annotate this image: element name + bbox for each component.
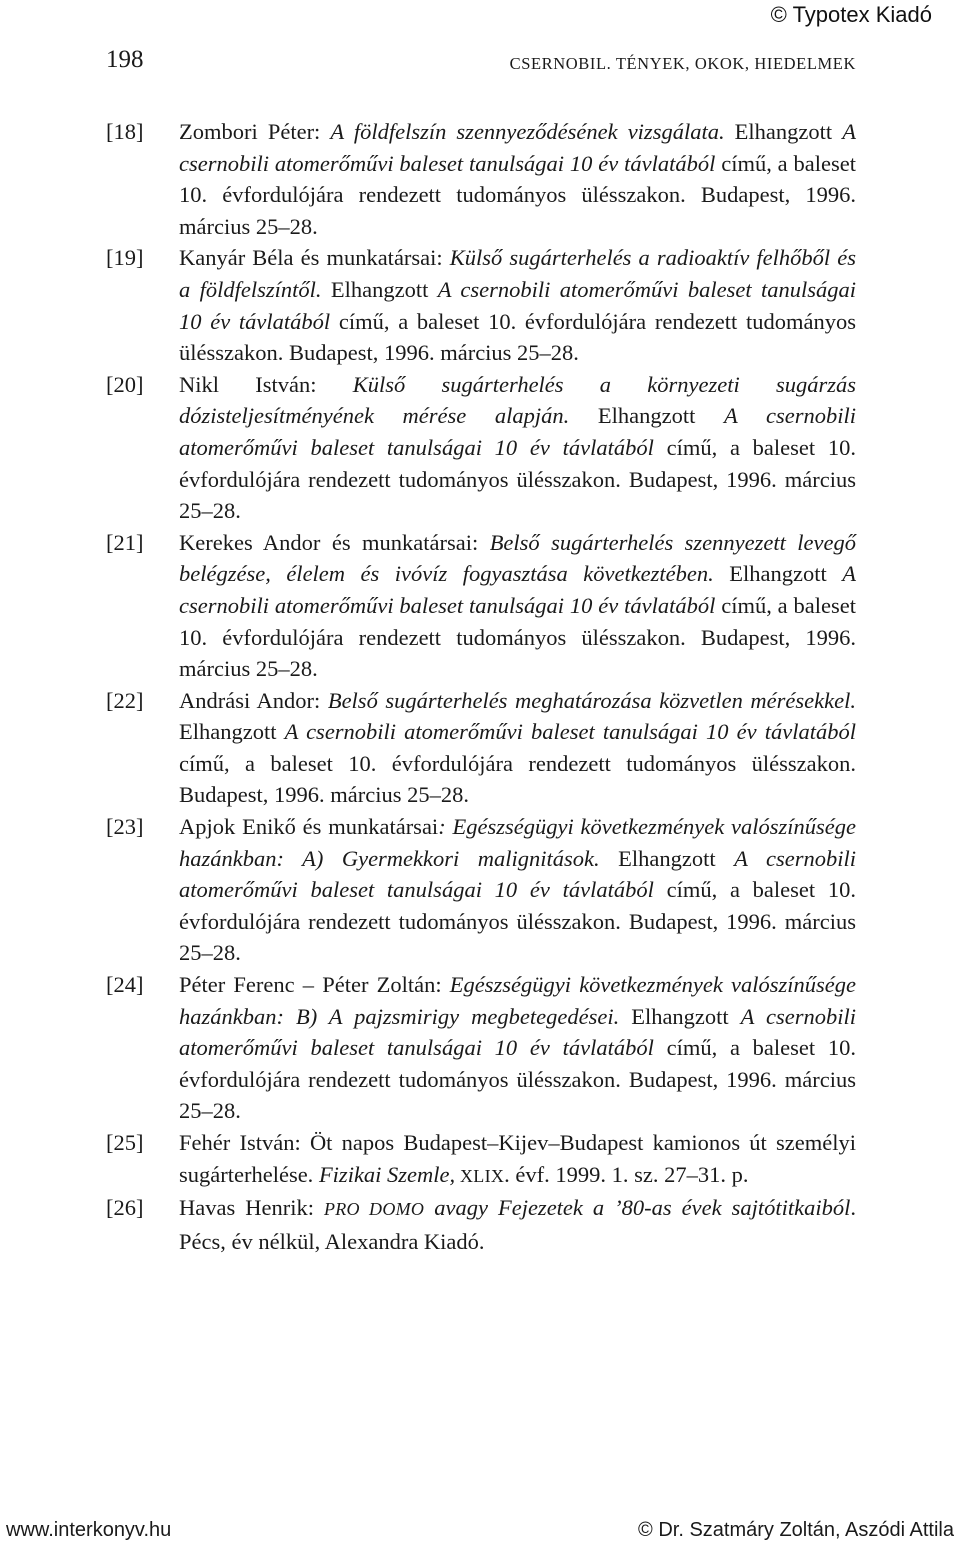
reference-item-24 <box>106 969 856 1127</box>
footer-website: www.interkonyv.hu <box>6 1519 172 1541</box>
reference-details: című, a baleset 10. évfordulójára rendezett tudományos ülésszakon. Budapest, 1996. március 25–28. <box>179 750 856 808</box>
reference-item-26 <box>106 1192 856 1257</box>
running-head: CSERNOBIL. TÉNYEK, OKOK, HIEDELMEK <box>509 54 856 73</box>
reference-venue: A csernobili atomerőművi baleset tanulságai 10 év távlatából <box>179 276 856 334</box>
reference-details: . Pécs, év nélkül, Alexandra Kiadó. <box>179 1195 856 1254</box>
page-number: 198 <box>106 46 144 73</box>
publisher-watermark: © Typotex Kiadó <box>770 2 932 27</box>
reference-author: Kanyár Béla és munkatársai: <box>179 245 450 271</box>
reference-item-20 <box>106 369 856 527</box>
reference-title-smallcaps: PRO DOMO <box>323 1199 425 1220</box>
reference-item-18 <box>106 116 856 242</box>
reference-details: című, a baleset 10. évfordulójára rendezett tudományos ülésszakon. Budapest, 1996. március 25–28. <box>179 150 856 239</box>
reference-title: Öt napos Budapest–Kijev–Budapest kamionos út személyi sugárterhelése. <box>179 1130 857 1187</box>
reference-details: . évf. 1999. 1. sz. 27–31. p. <box>504 1161 749 1187</box>
reference-item-25 <box>106 1127 856 1192</box>
reference-details: című, a baleset 10. évfordulójára rendezett tudományos ülésszakon. Budapest, 1996. március 25–28. <box>179 1035 856 1124</box>
reference-title: : Egészségügyi következmények valószínűsége hazánkban: A) Gyermekkori malignitások. <box>179 814 856 871</box>
reference-number: [23] <box>106 814 144 840</box>
reference-author: Andrási Andor: <box>179 687 328 713</box>
reference-number: [20] <box>106 371 144 397</box>
reference-number: [21] <box>106 529 144 555</box>
reference-title: Egészségügyi következmények valószínűsége hazánkban: B) A pajzsmirigy megbetegedései. <box>179 972 856 1029</box>
reference-number: [24] <box>106 972 144 998</box>
reference-number: [18] <box>106 119 144 144</box>
reference-number: [26] <box>106 1195 144 1221</box>
reference-presented: Elhangzott <box>713 561 843 587</box>
reference-presented: Elhangzott <box>599 845 735 871</box>
reference-venue: A csernobili atomerőművi baleset tanulságai 10 év távlatából <box>179 845 856 903</box>
reference-author: Nikl István: <box>179 371 353 397</box>
reference-number: [22] <box>106 687 144 713</box>
reference-presented: Elhangzott <box>179 719 285 745</box>
reference-author: Kerekes Andor és munkatársai: <box>179 529 490 555</box>
reference-presented: Elhangzott <box>619 1003 741 1029</box>
reference-details: című, a baleset 10. évfordulójára rendezett tudományos ülésszakon. Budapest, 1996. március 25–28. <box>179 434 856 524</box>
reference-author: Havas Henrik: <box>179 1195 324 1221</box>
reference-venue: A csernobili atomerőművi baleset tanulságai 10 év távlatából <box>284 719 856 745</box>
footer-copyright: © Dr. Szatmáry Zoltán, Aszódi Attila <box>638 1519 954 1541</box>
reference-venue: A csernobili atomerőművi baleset tanulságai 10 év távlatából <box>179 119 856 176</box>
reference-journal: Fizikai Szemle, <box>318 1161 456 1187</box>
reference-title: Külső sugárterhelés a radioaktív felhőből és a földfelszíntől. <box>179 245 856 302</box>
reference-item-22 <box>106 685 856 811</box>
reference-details: című, a baleset 10. évfordulójára rendezett tudományos ülésszakon. Budapest, 1996. március 25–28. <box>179 308 856 366</box>
reference-item-23 <box>106 811 856 969</box>
reference-author: Zombori Péter: <box>179 119 331 144</box>
reference-number: [25] <box>106 1130 144 1155</box>
reference-author: Apjok Enikő és munkatársai <box>179 814 439 840</box>
reference-volume: XLIX <box>455 1165 505 1186</box>
reference-title: Külső sugárterhelés a környezeti sugárzás dózisteljesítményének mérése alapján. <box>179 371 856 429</box>
reference-presented: Elhangzott <box>569 403 725 429</box>
reference-item-21 <box>106 527 856 685</box>
reference-title: Belső sugárterhelés meghatározása közvetlen mérésekkel. <box>327 687 856 713</box>
reference-details: című, a baleset 10. évfordulójára rendezett tudományos ülésszakon. Budapest, 1996. március 25–28. <box>179 592 856 682</box>
reference-venue: A csernobili atomerőművi baleset tanulságai 10 év távlatából <box>179 561 856 618</box>
reference-details: című, a baleset 10. évfordulójára rendezett tudományos ülésszakon. Budapest, 1996. március 25–28. <box>179 877 856 966</box>
reference-author: Péter Ferenc – Péter Zoltán: <box>179 972 450 998</box>
reference-presented: Elhangzott <box>724 119 843 144</box>
reference-title: A földfelszín szennyeződésének vizsgálata. <box>330 119 725 144</box>
reference-author: Fehér István: <box>179 1130 310 1155</box>
reference-list <box>106 116 856 1257</box>
reference-title: Belső sugárterhelés szennyezett levegő belégzése, élelem és ivóvíz fogyasztása következtében. <box>179 529 857 587</box>
reference-item-19 <box>106 242 856 368</box>
reference-presented: Elhangzott <box>321 276 438 302</box>
reference-venue: A csernobili atomerőművi baleset tanulságai 10 év távlatából <box>179 1003 856 1061</box>
page-header <box>106 46 856 80</box>
reference-title: avagy Fejezetek a ’80-as évek sajtótitkaiból <box>424 1195 851 1221</box>
reference-number: [19] <box>106 245 144 271</box>
reference-venue: A csernobili atomerőművi baleset tanulságai 10 év távlatából <box>179 403 856 460</box>
